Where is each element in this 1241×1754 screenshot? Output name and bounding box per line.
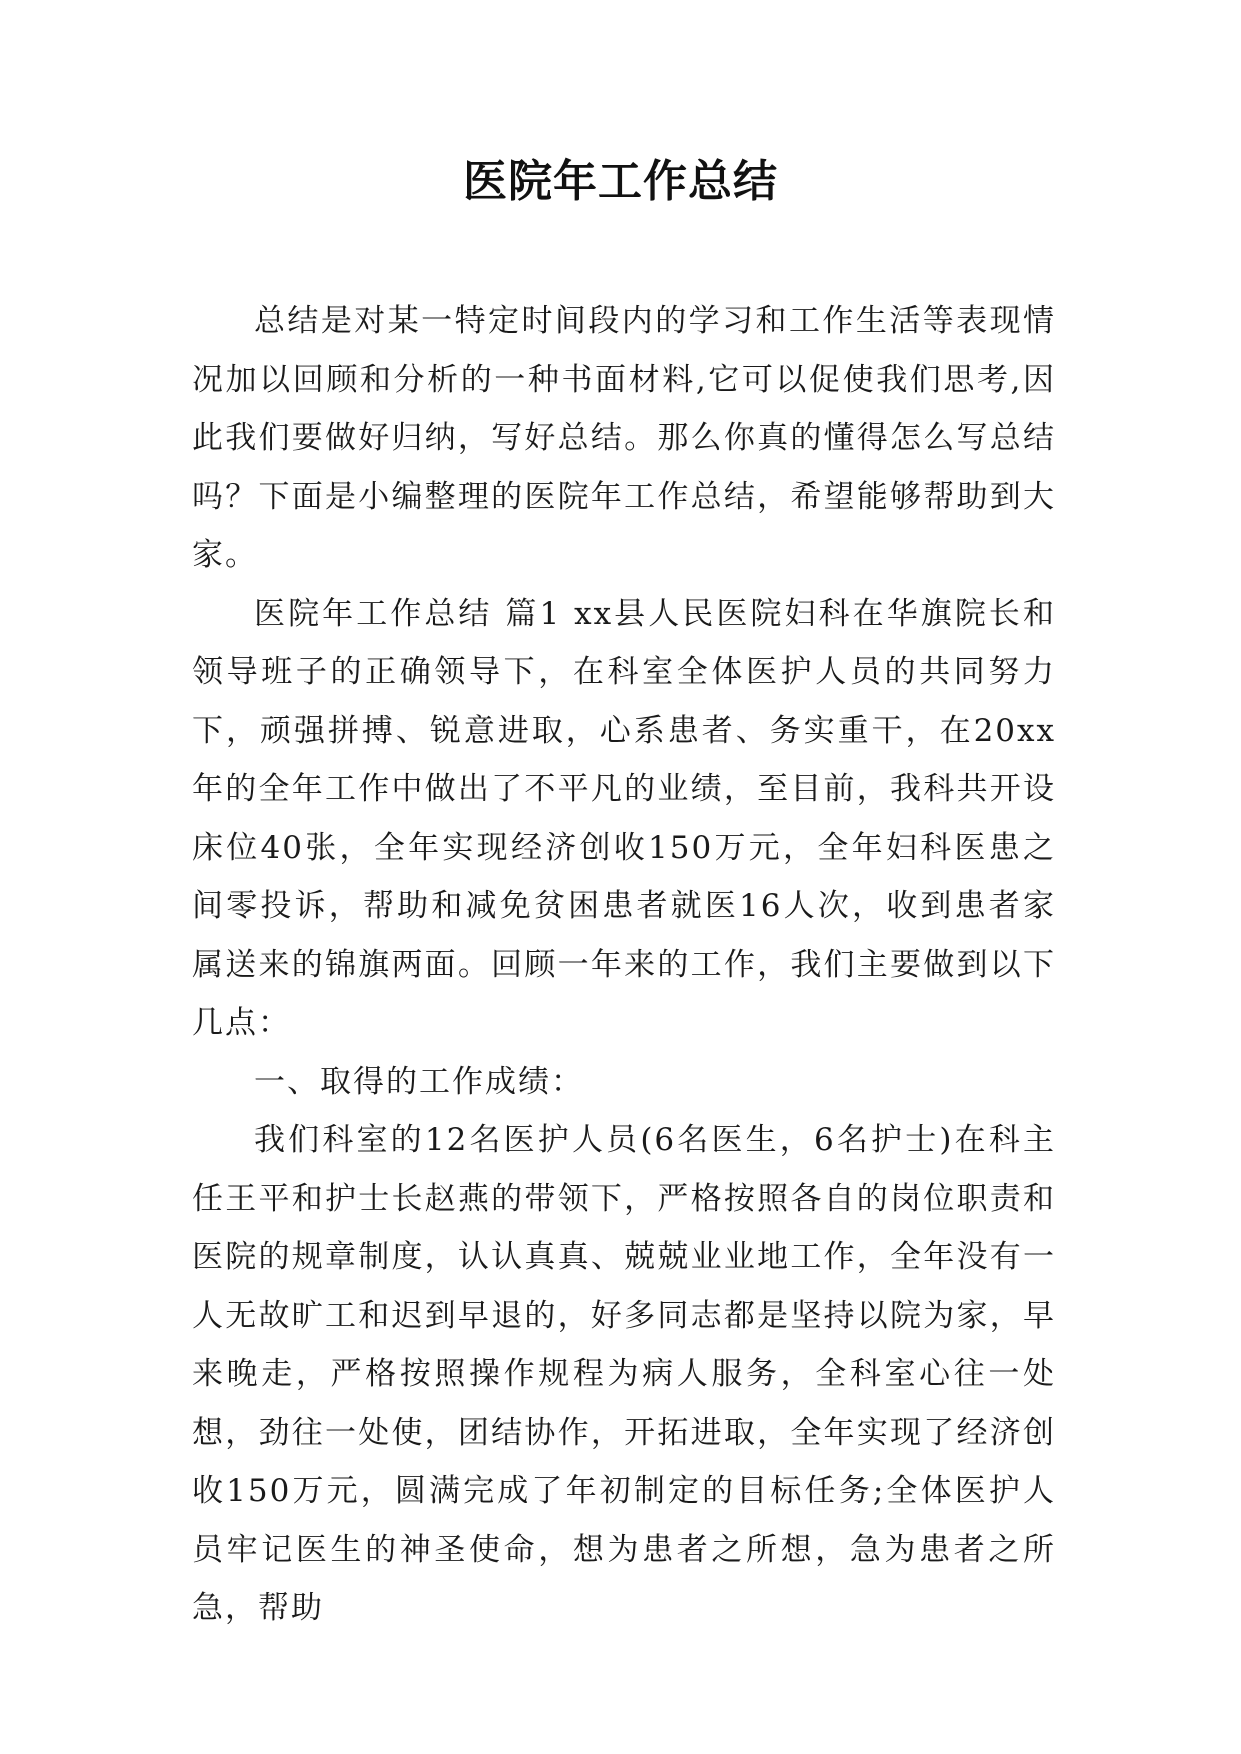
paragraph-achievements: 我们科室的12名医护人员(6名医生，6名护士)在科主任王平和护士长赵燕的带领下，严格按照各自的岗位职责和医院的规章制度，认认真真、兢兢业业地工作，全年没有一人无故旷工和迟到早退的，好多同志都是坚持以院为家，早来晚走，严格按照操作规程为病人服务，全科室心往一处想，劲往一处使，团结协作，开拓进取，全年实现了经济创收150万元，圆满完成了年初制定的目标任务;全体医护人员牢记医生的神圣使命，想为患者之所想，急为患者之所急，帮助 xyxy=(192,1122,1056,1626)
document-title: 医院年工作总结 xyxy=(463,156,778,207)
paragraph-section-1: 医院年工作总结 篇1 xx县人民医院妇科在华旗院长和领导班子的正确领导下，在科室全体医护人员的共同努力下，顽强拼搏、锐意进取，心系患者、务实重干，在20xx年的全年工作中做出了不平凡的业绩，至目前，我科共开设床位40张，全年实现经济创收150万元，全年妇科医患之间零投诉，帮助和减免贫困患者就医16人次，收到患者家属送来的锦旗两面。回顾一年来的工作，我们主要做到以下几点： xyxy=(192,595,1056,1041)
paragraph-heading-achievements: 一、取得的工作成绩： xyxy=(254,1063,584,1100)
document-body xyxy=(192,292,1056,1638)
paragraph-intro: 总结是对某一特定时间段内的学习和工作生活等表现情况加以回顾和分析的一种书面材料,它可以促使我们思考,因此我们要做好归纳，写好总结。那么你真的懂得怎么写总结吗？下面是小编整理的医院年工作总结，希望能够帮助到大家。 xyxy=(192,303,1056,573)
